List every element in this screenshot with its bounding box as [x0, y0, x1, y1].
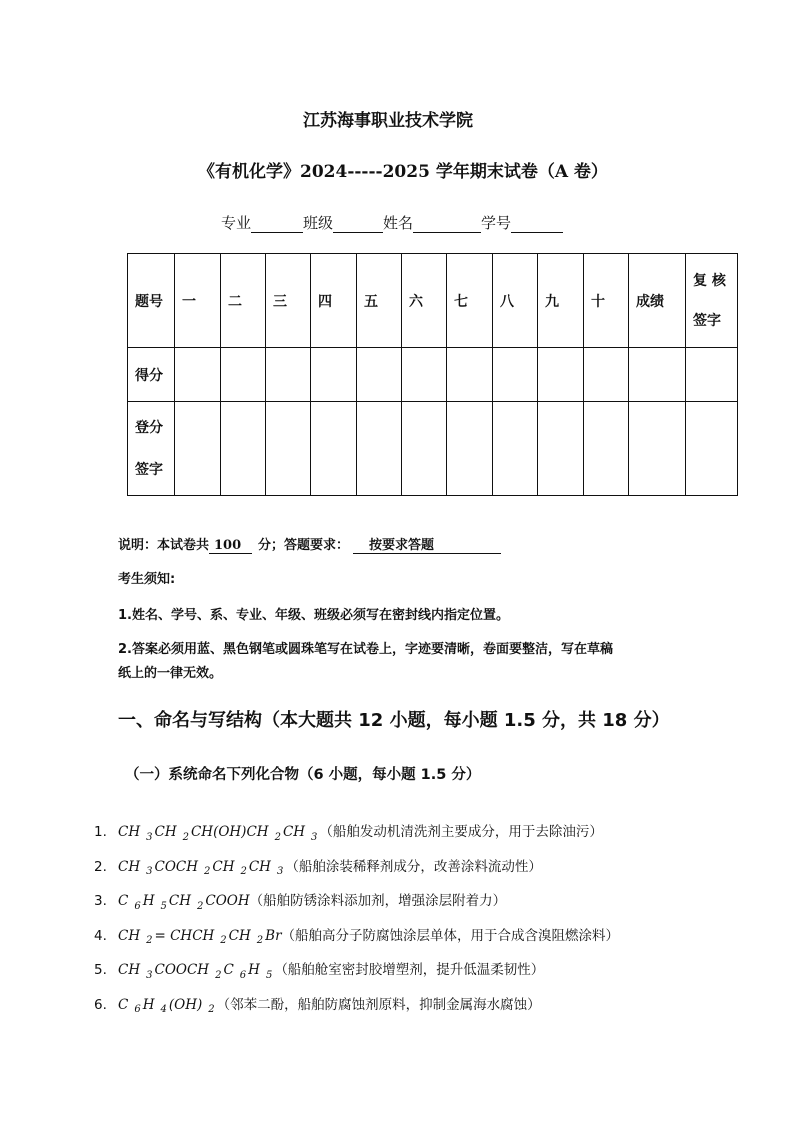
- chemical-formula: C $_6$ H $_5$ CH $_2$ COOH: [118, 893, 250, 912]
- score-cell[interactable]: [175, 348, 221, 402]
- header-cell: 九: [538, 254, 584, 348]
- question-item: 3. C $_6$ H $_5$ CH $_2$ COOH（船舶防锈涂料添加剂，增强涂层附着力）: [94, 893, 507, 912]
- score-cell[interactable]: [538, 348, 584, 402]
- chemical-formula: CH $_3$ COCH $_2$ CH $_2$ CH $_3$: [118, 858, 284, 878]
- score-cell[interactable]: [584, 348, 629, 402]
- school-name: 江苏海事职业技术学院: [303, 111, 473, 131]
- exam-title: 《有机化学》2024-----2025 学年期末试卷（A 卷）: [198, 162, 608, 182]
- score-cell[interactable]: [447, 348, 493, 402]
- score-cell[interactable]: [629, 348, 686, 402]
- score-table: [127, 253, 738, 496]
- score-cell[interactable]: [402, 348, 447, 402]
- signature-cell[interactable]: [221, 402, 266, 496]
- score-cell[interactable]: [493, 348, 538, 402]
- score-row-label: 得分: [128, 348, 175, 402]
- signature-cell[interactable]: [686, 402, 738, 496]
- major-field[interactable]: [251, 216, 303, 233]
- header-cell: 六: [402, 254, 447, 348]
- chemical-formula: C $_6$ H $_4$ (OH) $_2$: [118, 996, 215, 1016]
- student-id-label: 学号: [481, 214, 512, 232]
- question-item: 4. CH $_2$ = CHCH $_2$ CH $_2$ Br（船舶高分子防腐蚀涂层单体，用于合成含溴阻燃涂料）: [94, 927, 620, 947]
- student-id-field[interactable]: [511, 216, 563, 233]
- header-cell: 七: [447, 254, 493, 348]
- signature-cell[interactable]: [402, 402, 447, 496]
- score-cell[interactable]: [266, 348, 311, 402]
- question-note: （船舶发动机清洗剂主要成分，用于去除油污）: [319, 824, 603, 840]
- class-field[interactable]: [333, 216, 383, 233]
- question-note: （邻苯二酚，船舶防腐蚀剂原料，抑制金属海水腐蚀）: [216, 996, 541, 1013]
- score-cell[interactable]: [311, 348, 357, 402]
- signature-cell[interactable]: [538, 402, 584, 496]
- major-label: 专业: [221, 214, 252, 232]
- notice-item-2: 2.答案必须用蓝、黑色钢笔或圆珠笔写在试卷上，字迹要清晰，卷面要整洁，写在草稿: [118, 642, 613, 657]
- header-cell-question-number: 题号: [128, 254, 175, 348]
- header-cell: 八: [493, 254, 538, 348]
- chemical-formula: CH $_3$ COOCH $_2$ C $_6$ H $_5$: [118, 962, 273, 981]
- question-item: 6. C $_6$ H $_4$ (OH) $_2$ （邻苯二酚，船舶防腐蚀剂原料，抑制金属海水腐蚀）: [94, 996, 541, 1016]
- question-note: （船舶舱室密封胶增塑剂，提升低温柔韧性）: [274, 962, 545, 978]
- section-title: 一、命名与写结构（本大题共 12 小题，每小题 1.5 分，共 18 分）: [118, 710, 670, 731]
- signature-row-label: 登分 签字: [128, 402, 175, 496]
- header-cell: 三: [266, 254, 311, 348]
- score-cell[interactable]: [221, 348, 266, 402]
- header-cell: 二: [221, 254, 266, 348]
- question-note: （船舶防锈涂料添加剂，增强涂层附着力）: [249, 893, 507, 909]
- signature-cell[interactable]: [584, 402, 629, 496]
- signature-cell[interactable]: [357, 402, 402, 496]
- question-item: 1. CH $_3$ CH $_2$ CH(OH)CH $_2$ CH $_3$ （船舶发动机清洗剂主要成分，用于去除油污）: [94, 824, 603, 843]
- total-score: 100: [209, 538, 252, 554]
- score-cell[interactable]: [686, 348, 738, 402]
- question-item: 2. CH $_3$ COCH $_2$ CH $_2$ CH $_3$ （船舶涂装稀释剂成分，改善涂料流动性）: [94, 858, 542, 878]
- question-item: 5. CH $_3$ COOCH $_2$ C $_6$ H $_5$ （船舶舱室密封胶增塑剂，提升低温柔韧性）: [94, 962, 545, 981]
- header-cell: 十: [584, 254, 629, 348]
- student-info-fields: [221, 212, 563, 233]
- notice-item-2-cont: 纸上的一律无效。: [118, 666, 223, 681]
- score-cell[interactable]: [357, 348, 402, 402]
- header-cell: 成绩: [629, 254, 686, 348]
- question-note: （船舶涂装稀释剂成分，改善涂料流动性）: [285, 858, 542, 875]
- header-cell: 一: [175, 254, 221, 348]
- exam-description: 说明：本试卷共 100 分；答题要求： 按要求答题: [118, 534, 501, 554]
- header-cell: 四: [311, 254, 357, 348]
- signature-cell[interactable]: [175, 402, 221, 496]
- signature-cell[interactable]: [493, 402, 538, 496]
- signature-cell[interactable]: [266, 402, 311, 496]
- name-label: 姓名: [383, 214, 414, 232]
- signature-cell[interactable]: [311, 402, 357, 496]
- class-label: 班级: [303, 214, 334, 232]
- notice-heading: 考生须知:: [118, 572, 176, 587]
- chemical-formula: CH $_3$ CH $_2$ CH(OH)CH $_2$ CH $_3$: [118, 824, 318, 843]
- name-field[interactable]: [413, 216, 481, 233]
- notice-item-1: 1.姓名、学号、系、专业、年级、班级必须写在密封线内指定位置。: [118, 608, 509, 623]
- subsection-title: （一）系统命名下列化合物（6 小题，每小题 1.5 分）: [125, 767, 481, 783]
- signature-cell[interactable]: [447, 402, 493, 496]
- header-cell: 五: [357, 254, 402, 348]
- header-cell: 复 核 签字: [686, 254, 738, 348]
- chemical-formula: CH $_2$ = CHCH $_2$ CH $_2$ Br: [118, 927, 282, 947]
- answer-requirement: 按要求答题: [353, 534, 501, 554]
- signature-cell[interactable]: [629, 402, 686, 496]
- question-note: （船舶高分子防腐蚀涂层单体，用于合成含溴阻燃涂料）: [281, 927, 620, 944]
